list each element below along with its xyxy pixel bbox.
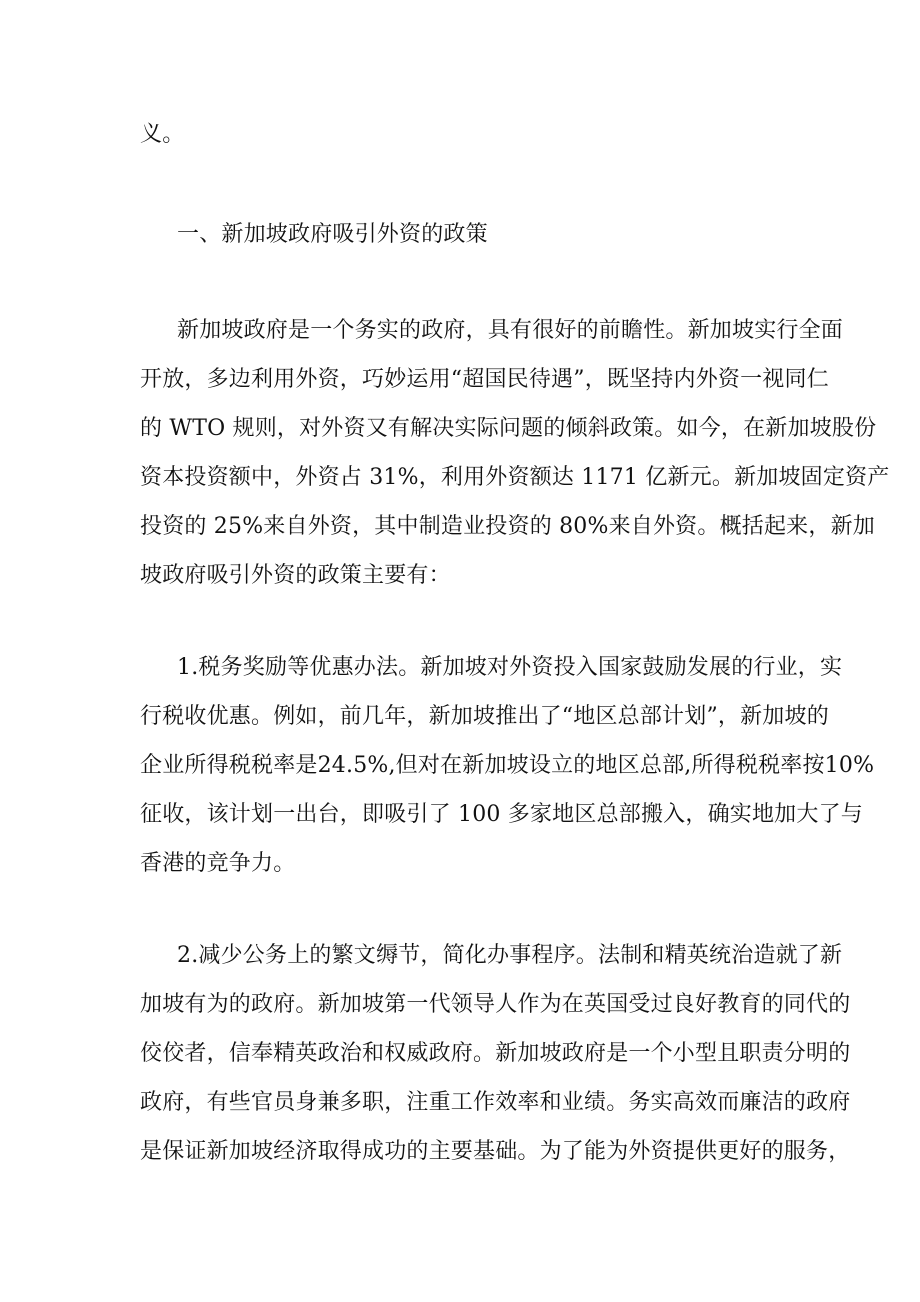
paragraph-line: 佼佼者，信奉精英政治和权威政府。新加坡政府是一个小型且职责分明的 [140, 1041, 851, 1066]
paragraph-line: 的 WTO 规则，对外资又有解决实际问题的倾斜政策。如今，在新加坡股份 [140, 416, 877, 441]
paragraph-line: 是保证新加坡经济取得成功的主要基础。为了能为外资提供更好的服务， [140, 1139, 851, 1164]
paragraph-line: 企业所得税税率是24.5%,但对在新加坡设立的地区总部,所得税税率按10% [140, 753, 875, 778]
paragraph-line: 1.税务奖励等优惠办法。新加坡对外资投入国家鼓励发展的行业，实 [177, 655, 843, 680]
paragraph-line: 加坡有为的政府。新加坡第一代领导人作为在英国受过良好教育的同代的 [140, 992, 851, 1017]
paragraph-line: 开放，多边利用外资，巧妙运用“超国民待遇”，既坚持内外资一视同仁 [140, 367, 829, 392]
paragraph-line: 征收，该计划一出台，即吸引了 100 多家地区总部搬入，确实地加大了与 [140, 802, 863, 827]
paragraph-line: 资本投资额中，外资占 31%，利用外资额达 1171 亿新元。新加坡固定资产 [140, 465, 890, 490]
continuation-text: 义。 [140, 122, 185, 147]
paragraph-line: 新加坡政府是一个务实的政府，具有很好的前瞻性。新加坡实行全面 [177, 318, 844, 343]
paragraph-line: 政府，有些官员身兼多职，注重工作效率和业绩。务实高效而廉洁的政府 [140, 1090, 851, 1115]
paragraph-line: 行税收优惠。例如，前几年，新加坡推出了“地区总部计划”，新加坡的 [140, 704, 829, 729]
section-heading: 一、新加坡政府吸引外资的政策 [177, 222, 488, 247]
paragraph-line: 投资的 25%来自外资，其中制造业投资的 80%来自外资。概括起来，新加 [140, 514, 875, 539]
paragraph-line: 香港的竞争力。 [140, 851, 296, 876]
paragraph-line: 2.减少公务上的繁文缛节，简化办事程序。法制和精英统治造就了新 [177, 943, 843, 968]
paragraph-line: 坡政府吸引外资的政策主要有： [140, 563, 451, 588]
